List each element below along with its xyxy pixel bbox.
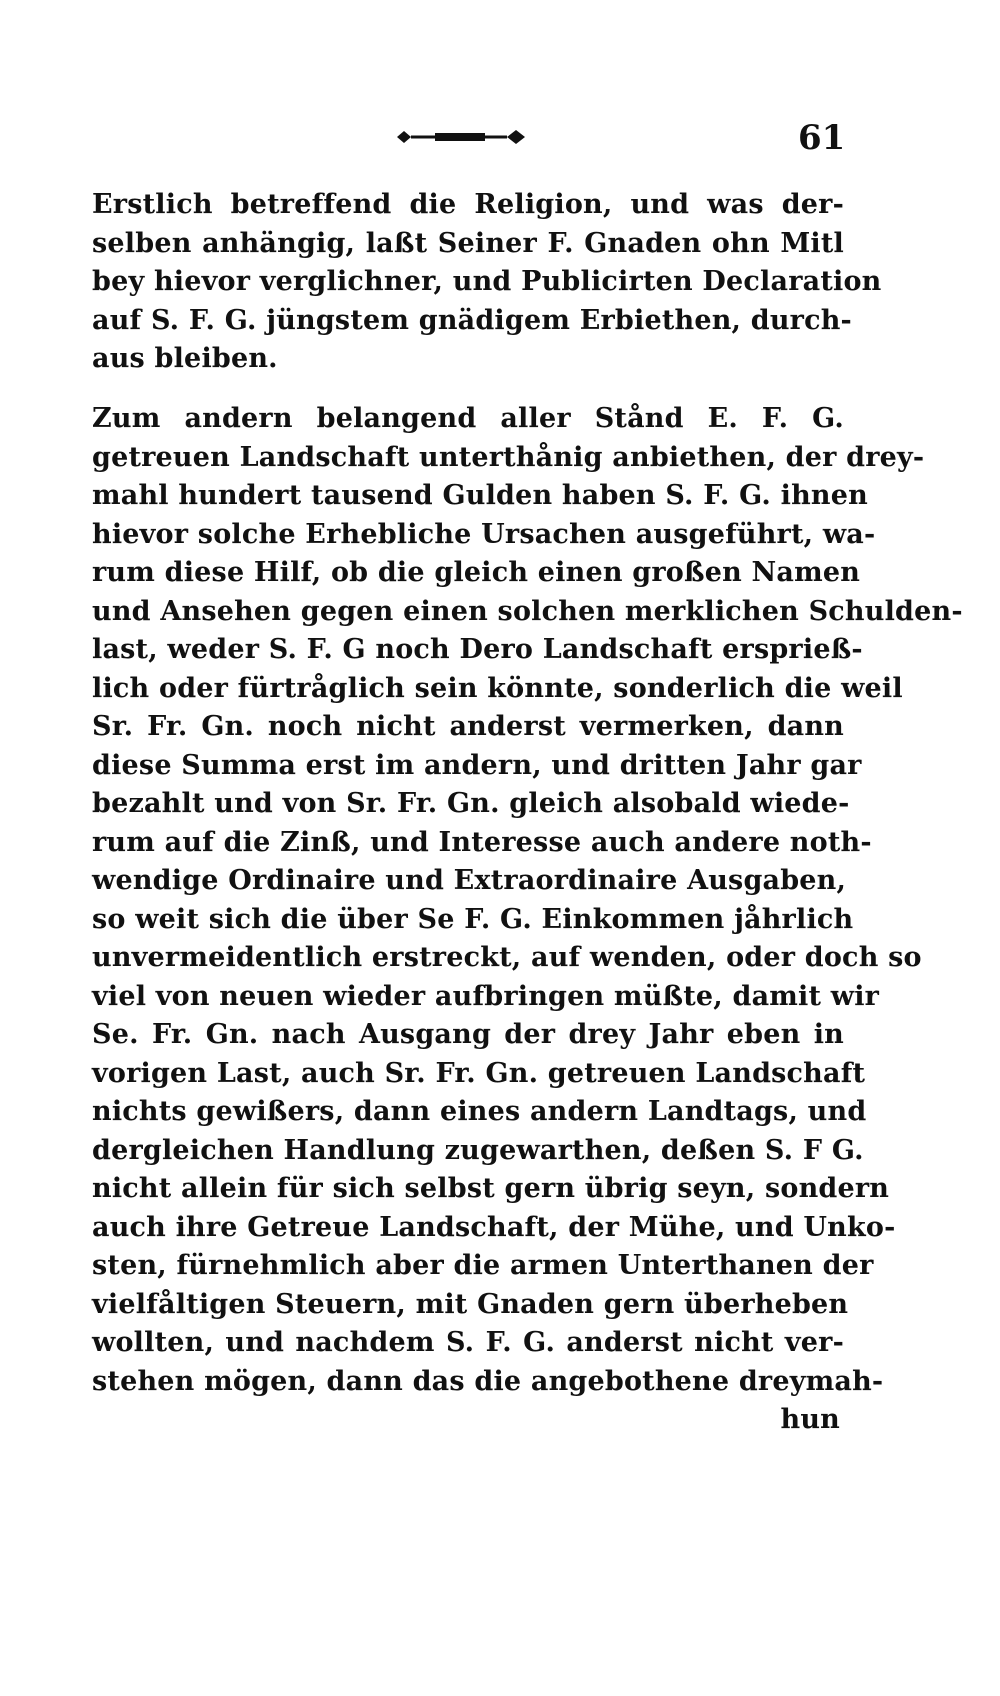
text-line: Zum andern belangend aller Stånd E. F. G. (92, 403, 844, 434)
text-line: nichts gewißers, dann eines andern Landtags, und (92, 1096, 867, 1127)
text-line: wendige Ordinaire und Extraordinaire Ausgaben, (92, 865, 847, 896)
text-line: vielfåltigen Steuern, mit Gnaden gern überheben (92, 1288, 849, 1320)
paragraph-landschaft (92, 400, 963, 1440)
page-header (0, 118, 1000, 158)
text-line: last, weder S. F. G noch Dero Landschaft ersprieß- (92, 634, 863, 665)
text-line: bey hievor verglichner, und Publicirten Declaration (92, 266, 882, 297)
text-line: und Ansehen gegen einen solchen merklichen Schulden- (92, 595, 963, 627)
text-line: rum diese Hilf, ob die gleich einen großen Namen (92, 557, 861, 588)
text-line: sten, fürnehmlich aber die armen Unterthanen der (92, 1250, 874, 1281)
catchword: hun (780, 1404, 840, 1435)
text-line: Sr. Fr. Gn. noch nicht anderst vermerken, dann (92, 711, 844, 742)
text-line: so weit sich die über Se F. G. Einkommen jåhrlich (92, 903, 854, 935)
text-line: wollten, und nachdem S. F. G. anderst nicht ver- (92, 1327, 844, 1358)
text-line: rum auf die Zinß, und Interesse auch andere noth- (92, 826, 872, 858)
text-line: lich oder fürtråglich sein könnte, sonderlich die weil (92, 672, 903, 704)
text-line: Se. Fr. Gn. nach Ausgang der drey Jahr eben in (92, 1019, 844, 1050)
ornament-icon (395, 128, 530, 146)
text-line: viel von neuen wieder aufbringen müßte, damit wir (92, 980, 880, 1012)
text-line: auch ihre Getreue Landschaft, der Mühe, und Unko- (92, 1211, 896, 1243)
text-line: selben anhängig, laßt Seiner F. Gnaden ohn Mitl (92, 227, 844, 259)
text-line: dergleichen Handlung zugewarthen, deßen S. F G. (92, 1134, 864, 1166)
text-line: getreuen Landschaft unterthånig anbiethen, der drey- (92, 441, 925, 473)
text-line: stehen mögen, dann das die angebothene dreymah- (92, 1365, 884, 1397)
text-line: auf S. F. G. jüngstem gnädigem Erbiethen, durch- (92, 304, 852, 336)
paragraph-religion (92, 186, 882, 379)
text-line: vorigen Last, auch Sr. Fr. Gn. getreuen Landschaft (92, 1057, 866, 1089)
page-number: 61 (798, 118, 846, 158)
text-line: aus bleiben. (92, 343, 278, 374)
text-line: mahl hundert tausend Gulden haben S. F. G. ihnen (92, 480, 868, 511)
text-line: nicht allein für sich selbst gern übrig seyn, sondern (92, 1173, 890, 1204)
text-line: bezahlt und von Sr. Fr. Gn. gleich alsobald wiede- (92, 788, 850, 819)
text-line: unvermeidentlich erstreckt, auf wenden, oder doch so (92, 942, 922, 973)
text-line: Erstlich betreffend die Religion, und was der- (92, 189, 844, 220)
text-line: diese Summa erst im andern, und dritten Jahr gar (92, 749, 862, 781)
text-line: hievor solche Erhebliche Ursachen ausgeführt, wa- (92, 518, 876, 550)
